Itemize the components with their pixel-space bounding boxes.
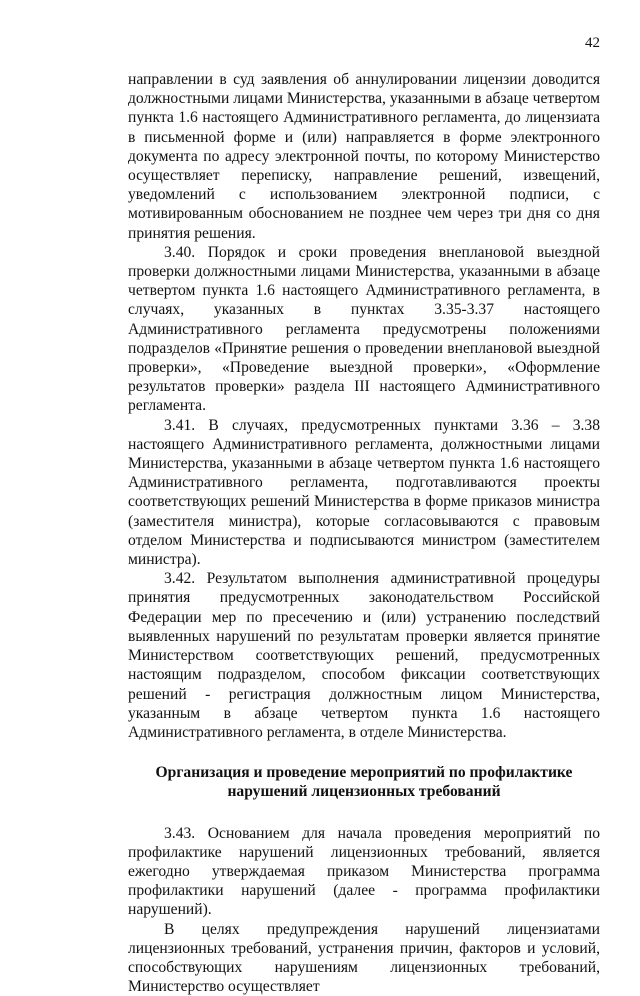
paragraph-continuation: направлении в суд заявления об аннулировании лицензии доводится должностными лицами Министерства, указанными в абзаце четвертом пункта 1.6 настоящего Административного регламента, до лицензиата в письменной форме и (или) направляется в форме электронного документа по адресу электронной почты, по которому Министерство осуществляет переписку, направление решений, извещений, уведомлений с использованием электронной подписи, с мотивированным обоснованием не позднее чем через три дня со дня принятия решения. xyxy=(128,71,600,242)
section-heading-line-1: Организация и проведение мероприятий по профилактике xyxy=(155,764,573,782)
section-heading xyxy=(128,763,600,801)
page-number: 42 xyxy=(585,35,600,51)
paragraph-3-42: 3.42. Результатом выполнения административной процедуры принятия предусмотренных законодательством Российской Федерации мер по пресечению и (или) устранению последствий выявленных нарушений по результатам проверки является принятие Министерством соответствующих решений, предусмотренных настоящим подразделом, способом фиксации соответствующих решений - регистрация должностным лицом Министерства, указанным в абзаце четвертом пункта 1.6 настоящего Административного регламента, в отделе Министерства. xyxy=(128,570,600,741)
paragraph-3-41: 3.41. В случаях, предусмотренных пунктами 3.36 – 3.38 настоящего Административного регламента, должностными лицами Министерства, указанными в абзаце четвертом пункта 1.6 настоящего Административного регламента, подготавливаются проекты соответствующих решений Министерства в форме приказов министра (заместителя министра), которые согласовываются с правовым отделом Министерства и подписываются министром (заместителем министра). xyxy=(128,416,600,569)
paragraph-3-43: 3.43. Основанием для начала проведения мероприятий по профилактике нарушений лицензионных требований, является ежегодно утверждаемая приказом Министерства программа профилактики нарушений (далее - программа профилактики нарушений). xyxy=(128,824,600,919)
paragraph-3-40: 3.40. Порядок и сроки проведения внеплановой выездной проверки должностными лицами Министерства, указанными в абзаце четвертом пункта 1.6 настоящего Административного регламента, в случаях, указанных в пунктах 3.35-3.37 настоящего Административного регламента предусмотрены положениями подразделов «Принятие решения о проведении внеплановой выездной проверки», «Проведение выездной проверки», «Оформление результатов проверки» раздела III настоящего Административного регламента. xyxy=(128,243,600,415)
section-heading-line-2: нарушений лицензионных требований xyxy=(227,783,501,801)
document-body xyxy=(128,70,600,996)
paragraph-prevention: В целях предупреждения нарушений лицензиатами лицензионных требований, устранения причин, факторов и условий, способствующих нарушениям лицензионных требований, Министерство осуществляет xyxy=(128,920,600,996)
